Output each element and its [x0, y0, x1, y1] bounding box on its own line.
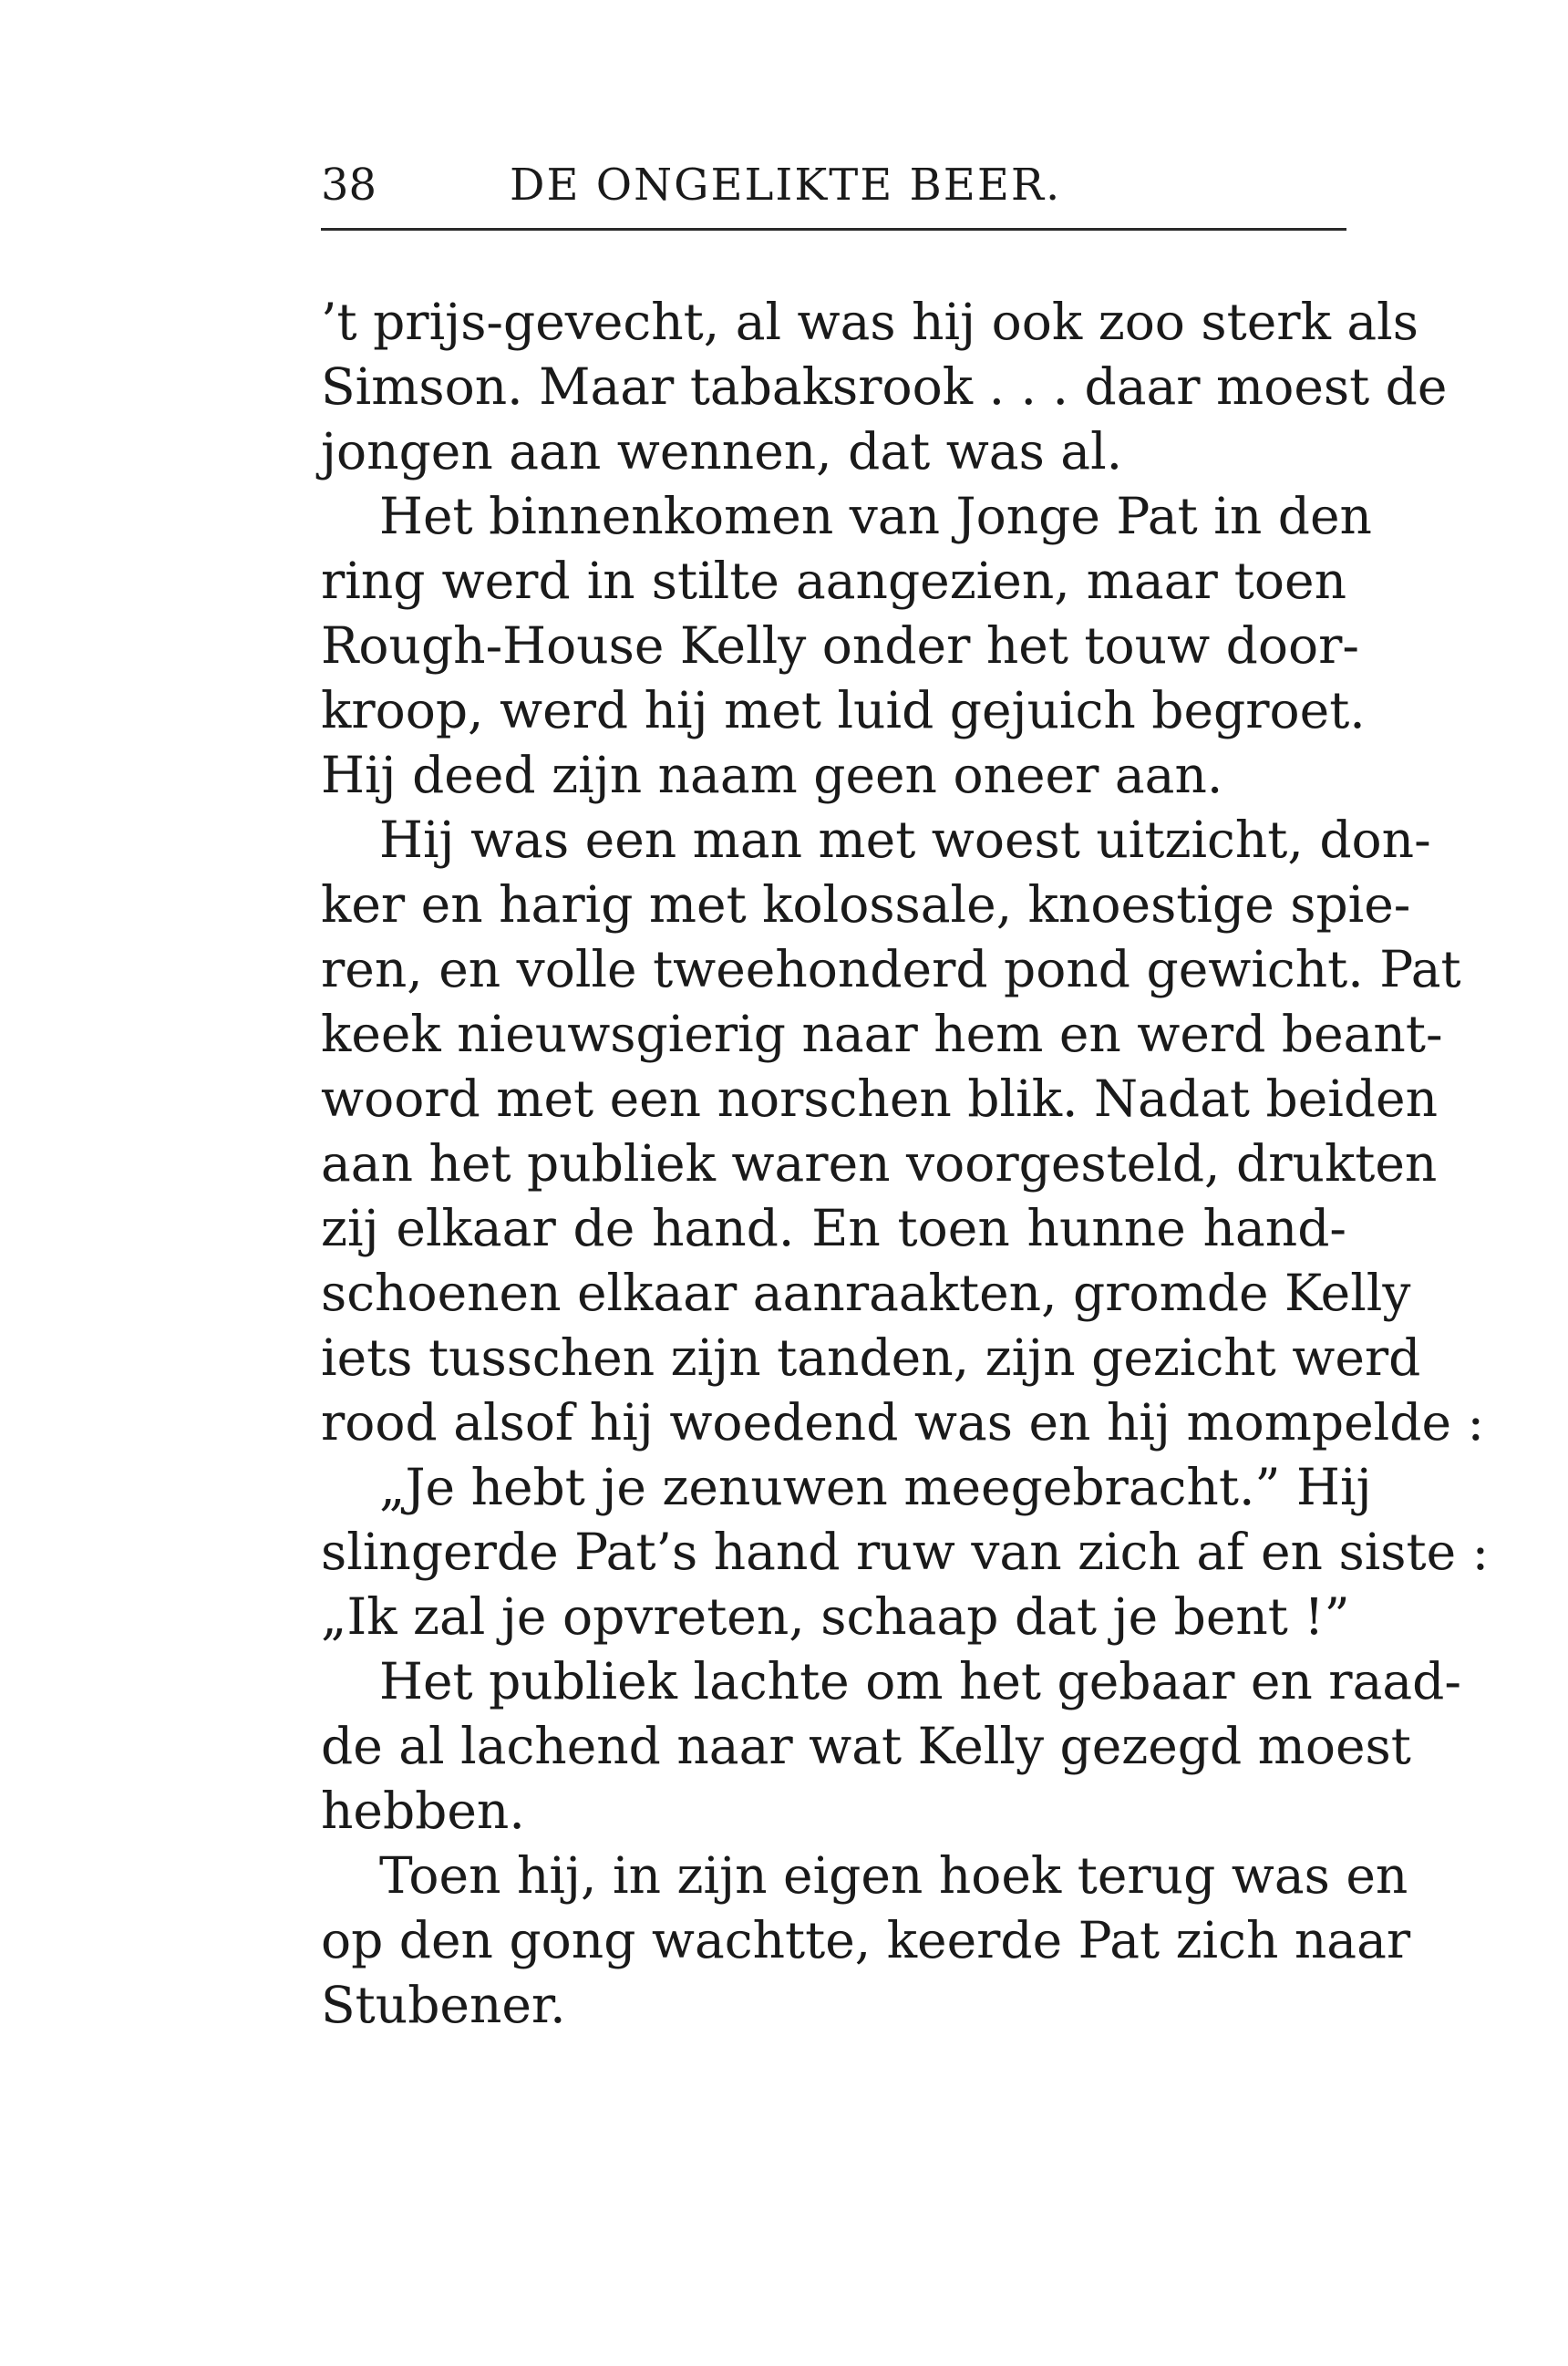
text-line: rood alsof hij woedend was en hij mompelde : — [321, 1393, 1485, 1452]
page-number: 38 — [321, 160, 377, 211]
header-rule — [321, 228, 1346, 231]
text-line: Het publiek lachte om het gebaar en raad- — [379, 1652, 1461, 1710]
text-line: slingerde Pat’s hand ruw van zich af en siste : — [321, 1523, 1490, 1581]
text-line: iets tusschen zijn tanden, zijn gezicht werd — [321, 1328, 1421, 1387]
text-line: keek nieuwsgierig naar hem en werd beant- — [321, 1005, 1443, 1063]
text-line: „Ik zal je opvreten, schaap dat je bent !” — [321, 1587, 1350, 1646]
text-line: ker en harig met kolossale, knoestige spie- — [321, 875, 1411, 934]
text-line: op den gong wachtte, keerde Pat zich naar — [321, 1911, 1411, 1969]
text-line: Stubener. — [321, 1976, 566, 2034]
page-header — [321, 160, 1346, 223]
text-line: Toen hij, in zijn eigen hoek terug was en — [379, 1846, 1408, 1905]
text-line: Simson. Maar tabaksrook . . . daar moest de — [321, 357, 1448, 416]
text-line: hebben. — [321, 1782, 525, 1840]
body-text — [321, 290, 1490, 2038]
text-line: aan het publiek waren voorgesteld, drukten — [321, 1134, 1438, 1193]
text-line: zij elkaar de hand. En toen hunne hand- — [321, 1199, 1346, 1257]
text-line: woord met een norschen blik. Nadat beiden — [321, 1069, 1439, 1128]
text-line: „Je hebt je zenuwen meegebracht.” Hij — [379, 1458, 1372, 1516]
text-line: ’t prijs-gevecht, al was hij ook zoo sterk als — [321, 293, 1418, 351]
running-head: DE ONGELIKTE BEER. — [510, 160, 1062, 211]
text-line: Hij deed zijn naam geen oneer aan. — [321, 746, 1223, 804]
text-line: Rough-House Kelly onder het touw door- — [321, 616, 1359, 675]
text-line: ring werd in stilte aangezien, maar toen — [321, 552, 1346, 610]
text-line: jongen aan wennen, dat was al. — [321, 422, 1123, 480]
text-line: kroop, werd hij met luid gejuich begroet. — [321, 681, 1366, 739]
text-line: schoenen elkaar aanraakten, gromde Kelly — [321, 1264, 1411, 1322]
text-line: ren, en volle tweehonderd pond gewicht. Pat — [321, 940, 1461, 998]
text-line: de al lachend naar wat Kelly gezegd moest — [321, 1717, 1411, 1775]
text-line: Het binnenkomen van Jonge Pat in den — [379, 487, 1372, 545]
text-line: Hij was een man met woest uitzicht, don- — [379, 811, 1431, 869]
